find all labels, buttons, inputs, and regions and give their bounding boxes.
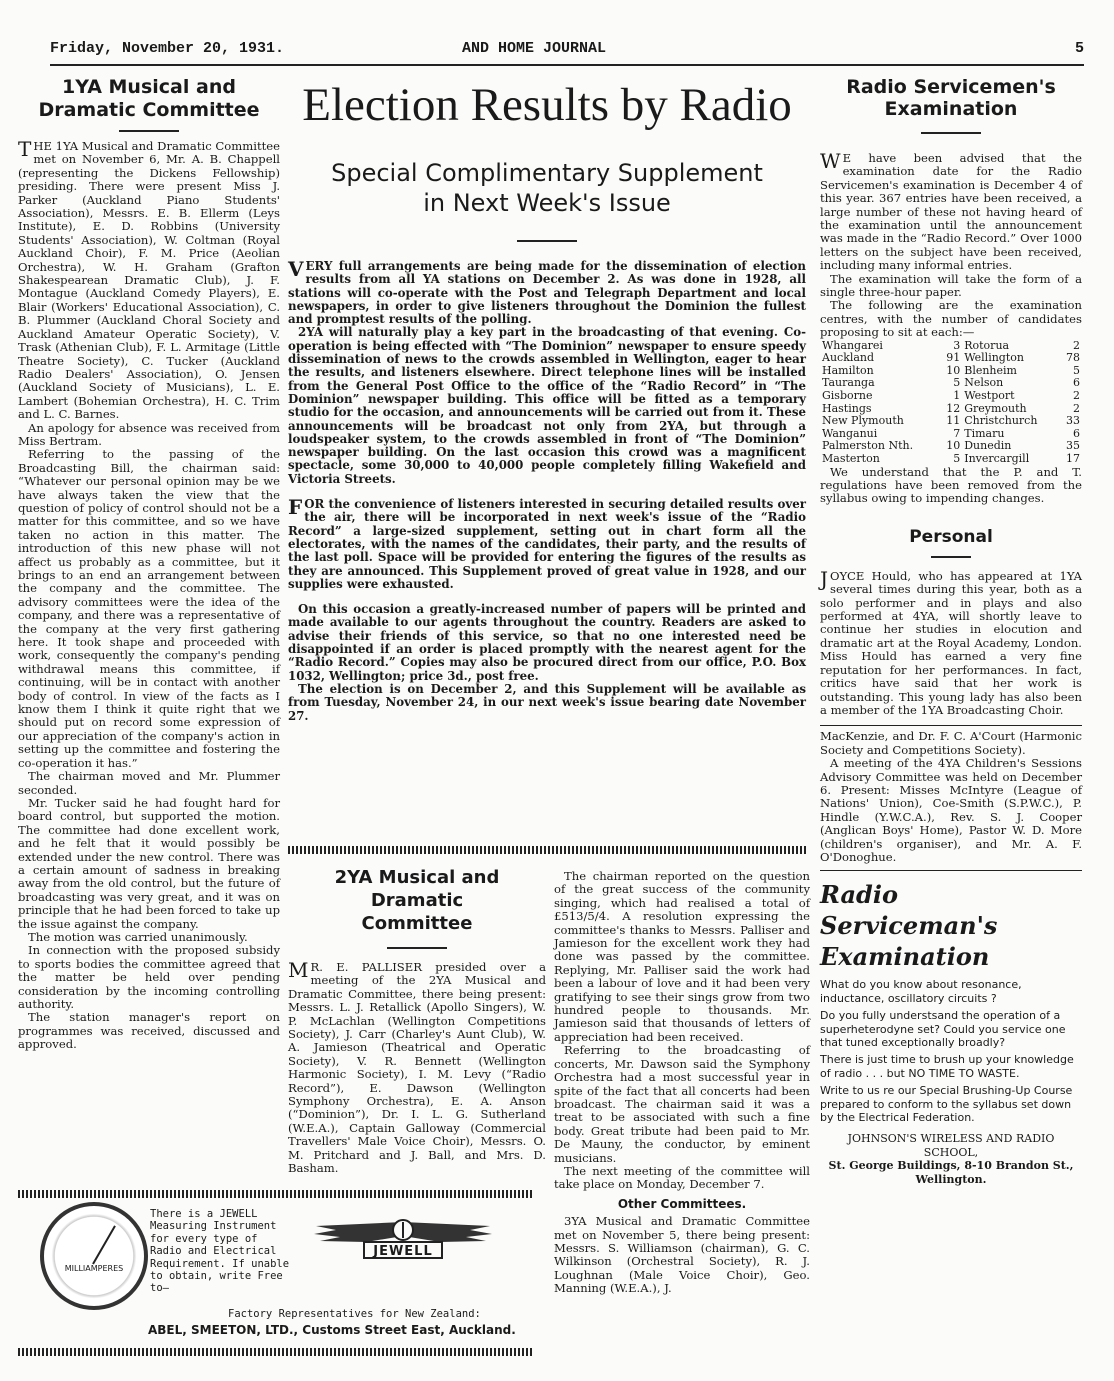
ad-line: There is just time to brush up your knowledge of radio . . . but NO TIME TO WASTE. [820,1053,1074,1080]
centre-name: Masterton [822,452,880,466]
meter-needle-icon [92,1225,116,1264]
centre-count: 12 [946,401,961,415]
school-advertisement [820,978,1082,1186]
ad-reps: Factory Representatives for New Zealand: [228,1308,481,1320]
centre-row [820,415,1082,428]
issue-date: Friday, November 20, 1931. [50,40,285,57]
left-column [18,76,280,1052]
centre-name: Rotorua [964,338,1010,352]
divider [921,132,981,134]
article-paragraph: W E have been advised that the examination date for the Radio Servicemen's examination is December 4 of this year. 367 entries have been received, a large number of these not having heard of the examination until the announcement was made in the “Radio Record.” Over 1000 letters on the subject have been received, including many informal entries. [820,149,1082,273]
article-paragraph: The station manager's report on programmes was received, discussed and approved. [18,1010,280,1052]
article-paragraph: In connection with the proposed subsidy to sports bodies the committee agreed that the matter be held over pending consideration by the incoming controlling authority. [18,943,280,1011]
divider [517,240,577,242]
centre-name: Dunedin [964,439,1012,453]
right-heading: Radio Servicemen's Examination [846,76,1056,120]
divider [931,556,971,558]
school-ad-title: Radio Serviceman's Examination [820,880,998,972]
centre-count: 5 [953,376,961,390]
centre-name: Nelson [964,376,1004,390]
twoya-column-1 [288,866,546,1176]
drop-cap: F [288,495,303,520]
centre-count: 2 [1073,389,1080,403]
personal-heading: Personal [909,526,993,547]
centre-count: 10 [946,363,961,377]
article-paragraph: VERY full arrangements are being made for the dissemination of election results from all YA stations on December 2. As was done in 1928, all stations will co-operate with the Post and Telegraph Department and local newspapers, in order to give listeners throughout the Dominion the fullest and promptest results of the polling. [288,257,806,327]
centre-row [820,352,1082,365]
drop-cap: T [18,137,32,161]
meter-label: MILLIAMPERES [64,1264,124,1273]
article-paragraph: FOR the convenience of listeners interested in securing detailed results over the air, there will be incorporated in next week's issue of the “Radio Record” a large-sized supplement, setting out in chart form all the electorates, with the names of the candidates, their party, and the results of the last poll. Space will be provided for entering the figures of the results as they are announced. This Supplement proved of great value in 1928, and our supplies were exhausted. [288,495,806,591]
article-paragraph: THE 1YA Musical and Dramatic Committee met on November 6, Mr. A. B. Chappell (representing the Dickens Fellowship) presiding. There were present Miss J. Parker (Auckland Piano Students' Association), Messrs. E. B. Ellerm (Leys Institute), E. D. Robbins (University Students' Association), W. Coltman (Royal Auckland Choir), F. M. Price (Aeolian Orchestra), W. H. Graham (Grafton Shakespearean Dramatic Club), J. F. Montague (Auckland Comedy Players), E. Blair (Workers' Educational Association), C. B. Plummer (Auckland Choral Society and Auckland Amateur Operatic Society), V. Trask (Athenian Club), F. L. Armitage (Little Theatre Society), C. Tucker (Auckland Radio Dealers' Association), O. Jensen (Auckland Society of Musicians), L. E. Lambert (Bohemian Orchestra), H. C. Trim and L. C. Barnes. [18,137,280,422]
centre-name: Tauranga [822,376,875,390]
article-paragraph: 2YA will naturally play a key part in the broadcasting of that evening. Co-operation is being effected with “The Dominion” newspaper to ensure speedy dissemination of news to the crowds assembled in Wellington, eager to hear the results, and listeners elsewhere. Direct telephone lines will be installed from the General Post Office to the office of the “Radio Record” in “The Dominion” newspaper building. This office will be fitted as a temporary studio for the occasion, and announcements will be carried out from it. These announcements will be broadcast not only from 2YA, but through a loudspeaker system, to the crowds assembled in front of “The Dominion” newspaper building. On the last occasion this crowd was a magnificent spectacle, some 30,000 to 40,000 people completely filling Wakefield and Victoria Streets. [288,325,806,486]
twoya-heading: 2YA Musical and Dramatic Committee [334,867,500,934]
article-paragraph: The next meeting of the committee will take place on Monday, December 7. [554,1163,810,1192]
ad-border [18,1348,534,1356]
centre-name: Wanganui [822,426,878,440]
article-paragraph: The chairman moved and Mr. Plummer seconded. [18,769,280,797]
centre-count: 1 [953,389,961,403]
centre-count: 78 [1066,351,1080,365]
article-paragraph: 3YA Musical and Dramatic Committee met on November 5, there being present: Messrs. S. Williamson (chairman), G. C. Wilkinson (Orchestral Society), R. J. Loughnan (Male Voice Choir), Geo. Manning (W.E.A.), J. [554,1214,810,1296]
article-paragraph: The motion was carried unanimously. [28,929,248,944]
page-number: 5 [1074,40,1084,57]
ad-text: There is a JEWELL Measuring Instrument for every type of Radio and Electrical Requirement. If unable to obtain, write Free to— [150,1208,290,1295]
centre-row [820,390,1082,403]
centre-count: 17 [1066,452,1080,466]
jewell-logo-text: JEWELL [373,1244,433,1259]
drop-cap: J [820,566,829,591]
centre-name: Greymouth [964,401,1027,415]
article-paragraph: The following are the examination centres, with the number of candidates proposing to sit at each:— [820,298,1082,340]
centre-name: Christchurch [964,414,1038,428]
ad-line: What do you know about resonance, inductance, oscillatory circuits ? [820,978,1022,1005]
page-header [50,40,1084,66]
centre-count: 35 [1066,439,1080,453]
sub-headline: Special Complimentary Supplement in Next Week's Issue [331,159,763,217]
article-paragraph: A meeting of the 4YA Children's Sessions Advisory Committee was held on December 6. Present: Misses McIntyre (League of Nations' Union), Coe-Smith (S.P.W.C.), P. Hindle (Y.W.C.A.), Rev. S. J. Cooper (Anglican Boys' Home), Pastor W. D. More (children's organiser), and Mr. A. F. O'Donoghue. [820,756,1082,864]
article-paragraph: The examination will take the form of a single three-hour paper. [820,271,1082,300]
article-paragraph: The chairman reported on the question of the great success of the community singing, which had realised a total of £513/5/4. A resolution expressing the committee's thanks to Messrs. Palliser and Jamieson for the excellent work they had done was passed by the committee. Replying, Mr. Palliser said the work had been a labour of love and it had been very gratifying to see their sings grow from two hundred people to thousands. Mr. Jamieson said that thousands of letters of appreciation had been received. [554,869,810,1044]
school-name: JOHNSON'S WIRELESS AND RADIO SCHOOL, [847,1132,1055,1159]
centre-count: 2 [1073,338,1080,352]
centre-count: 7 [953,426,961,440]
article-paragraph: Referring to the passing of the Broadcasting Bill, the chairman said: “Whatever our personal opinion may be we have always taken the view that the question of policy of control should not be a matter for this committee, and so we have taken no action in this matter. The introduction of this new phase will not affect us probably as a committee, but it brings to an end an arrangement between the company and the committee. The advisory committees were the idea of the company, and there was a representative of the company at the very first gathering here. It took shape and proceeded with work, consequently the company's pending withdrawal means this committee, if continuing, will be in contact with another body of control. In view of the facts as I know them I think it quite right that we should put on record some expression of our appreciation of the company's action in setting up the committee and fostering the co-operation it has.” [18,447,280,770]
centre-name: Invercargill [964,452,1030,466]
centre-name: Westport [964,389,1015,403]
other-committees-heading: Other Committees. [617,1196,747,1211]
divider [119,130,179,132]
right-column [820,76,1082,1186]
centre-name: Timaru [964,426,1005,440]
centres-table [820,340,1082,466]
centre-count: 6 [1073,426,1080,440]
school-address: St. George Buildings, 8-10 Brandon St., Wellington. [828,1159,1074,1186]
article-paragraph: M R. E. PALLISER presided over a meeting of the 2YA Musical and Dramatic Committee, there being present: Messrs. L. J. Retallick (Apollo Singers), W. P. McLachlan (Wellington Competitions Society), J. Carr (Charley's Aunt Club), W. A. Jamieson (Theatrical and Operatic Society), V. R. Bennett (Wellington Harmonic Society), I. M. Levy (“Radio Record”), E. Dawson (Wellington Symphony Orchestra), E. A. Anson (“Dominion”), Dr. I. L. G. Sutherland (W.E.A.), Captain Galloway (Commercial Travellers' Male Voice Choir), Messrs. O. M. Pritchard and J. Ball, and Mrs. D. Basham. [288,958,546,1176]
article-body [288,257,806,723]
ad-line: Write to us re our Special Brushing-Up Course prepared to conform to the syllabus set down by the Electrical Federation. [820,1084,1073,1125]
article-paragraph: MacKenzie, and Dr. F. C. A'Court (Harmonic Society and Competitions Society). [820,729,1082,757]
article-paragraph: An apology for absence was received from Miss Bertram. [18,420,280,448]
article-paragraph: On this occasion a greatly-increased number of papers will be printed and made available to our agents throughout the country. Readers are asked to advise their friends of this service, so that no one interested need be disappointed if an order is placed promptly with the nearest agent for the “Radio Record.” Copies may also be procured direct from our office, P.O. Box 1032, Wellington; price 3d., post free. [288,602,806,683]
centre-name: Whangarei [822,338,883,352]
divider [387,947,447,949]
article-paragraph: Referring to the broadcasting of concerts, Mr. Dawson said the Symphony Orchestra had a most successful year in spite of the fact that all concerts had been broadcast. The chairman said it was a treat to be associated with such a fine body. Great tribute had been paid to Mr. De Mauny, the conductor, by eminent musicians. [554,1043,810,1165]
centre-count: 3 [953,338,961,352]
jewell-advertisement [18,1190,534,1365]
centre-count: 2 [1073,401,1080,415]
article-paragraph: The election is on December 2, and this Supplement will be available as from Tuesday, November 24, in our next week's issue bearing date November 27. [288,681,806,723]
centre-name: Palmerston Nth. [822,439,914,453]
centre-row [820,453,1082,466]
ad-company: ABEL, SMEETON, LTD., Customs Street East, Auckland. [148,1323,516,1337]
centre-name: Gisborne [822,389,873,403]
ad-border [18,1190,534,1198]
drop-cap: W [820,149,841,173]
journal-name: AND HOME JOURNAL [462,40,607,57]
center-column [288,76,806,723]
centre-count: 6 [1073,376,1080,390]
twoya-column-2 [554,870,810,1296]
centre-name: Blenheim [964,363,1017,377]
meter-icon [40,1202,148,1310]
main-headline: Election Results by Radio [302,79,792,131]
centre-name: Hastings [822,401,872,415]
centre-count: 5 [1073,363,1080,377]
article-paragraph: Mr. Tucker said he had fought hard for board control, but supported the motion. The committee had done excellent work, and he felt that it would possibly be extended under the new control. There was a certain amount of sadness in breaking away from the old control, but the future of broadcasting was very great, and it was on principle that he had been forced to take up the issue against the company. [18,795,280,931]
centre-count: 10 [946,439,961,453]
centre-name: Hamilton [822,363,874,377]
centre-count: 11 [946,414,961,428]
drop-cap: M [288,958,309,982]
section-divider [288,846,806,854]
centre-name: Wellington [964,351,1024,365]
drop-cap: V [288,257,304,281]
centre-count: 33 [1066,414,1080,428]
article-paragraph: We understand that the P. and T. regulations have been removed from the syllabus owing to impending changes. [820,464,1082,506]
centre-count: 91 [946,351,961,365]
centre-count: 5 [953,452,961,466]
ad-line: Do you fully understsand the operation of a superheterodyne set? Could you service one that tuned exceptionally broadly? [820,1009,1066,1049]
centre-name: Auckland [822,351,875,365]
article-paragraph: JOYCE Hould, who has appeared at 1YA several times during this year, both as a solo performer and in plays and also performed at 4YA, will shortly leave to continue her studies in elocution and dramatic art at the Royal Academy, London. Miss Hould has earned a very fine reputation for her performances. In fact, critics have said that her work is outstanding. This young lady has also been a member of the 1YA Broadcasting Choir. [820,566,1082,717]
left-heading: 1YA Musical and Dramatic Committee [38,76,260,121]
centre-name: New Plymouth [822,414,904,428]
